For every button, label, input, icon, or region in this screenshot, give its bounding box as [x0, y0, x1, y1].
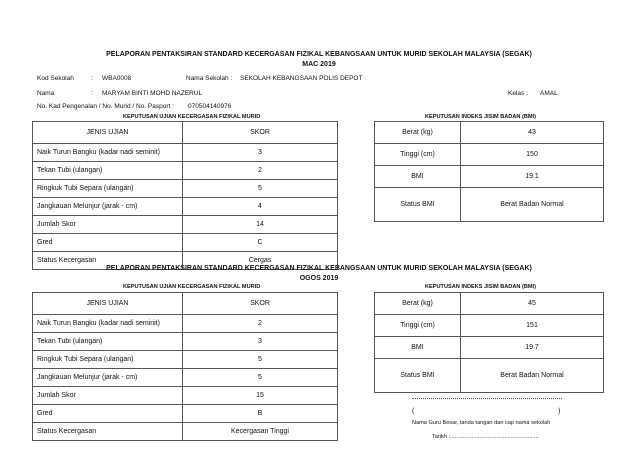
- test-score: 3: [183, 333, 338, 351]
- kelas-value: AMAL: [540, 90, 558, 97]
- test-score: 2: [183, 162, 338, 180]
- bmi-label: Status BMI: [375, 359, 461, 393]
- total-score: 15: [183, 387, 338, 405]
- bmi-value: 19.1: [461, 166, 604, 188]
- test-name: Ringkuk Tubi Separa (ulangan): [33, 180, 183, 198]
- bmi-table-ogos: [374, 292, 604, 393]
- table-row: [375, 293, 604, 315]
- test-name: Ringkuk Tubi Separa (ulangan): [33, 351, 183, 369]
- test-name: Jangkauan Melunjur (jarak - cm): [33, 369, 183, 387]
- bmi-label: Tinggi (cm): [375, 315, 461, 337]
- kad-pengenalan-label: No. Kad Pengenalan / No. Murid / No. Pasport :: [37, 103, 174, 110]
- table-header-row: [33, 293, 338, 315]
- report1-title-line2: MAC 2019: [302, 61, 336, 68]
- kelas-label: Kelas :: [508, 90, 528, 97]
- grade-value: C: [183, 234, 338, 252]
- bmi-label: Berat (kg): [375, 122, 461, 144]
- table-row: [33, 423, 338, 441]
- report1-title-line1: PELAPORAN PENTAKSIRAN STANDARD KECERGASAN FIZIKAL KEBANGSAAN UNTUK MURID SEKOLAH MALAYSIA (SEGAK): [106, 51, 532, 58]
- signature-line: [412, 398, 562, 399]
- table-row: [33, 198, 338, 216]
- test-score: 4: [183, 198, 338, 216]
- table-row: [33, 162, 338, 180]
- nama-sekolah-label: Nama Sekolah :: [186, 75, 233, 82]
- grade-value: B: [183, 405, 338, 423]
- header-jenis-ujian: JENIS UJIAN: [33, 293, 183, 315]
- fitness-results-heading: KEPUTUSAN UJIAN KECERGASAN FIZIKAL MURID: [123, 114, 261, 120]
- table-row: [33, 234, 338, 252]
- report2-title-line2: OGOS 2019: [299, 275, 339, 282]
- test-score: 5: [183, 351, 338, 369]
- nama-value: MARYAM BINTI MOHD NAZERUL: [102, 90, 203, 97]
- table-header-row: [33, 122, 338, 144]
- kod-sekolah-label: Kod Sekolah: [37, 75, 74, 82]
- bmi-label: BMI: [375, 337, 461, 359]
- test-score: 2: [183, 315, 338, 333]
- bmi-label: Status BMI: [375, 188, 461, 222]
- report2-title: [0, 264, 638, 284]
- bmi-value: Berat Badan Normal: [461, 188, 604, 222]
- grade-label: Gred: [33, 405, 183, 423]
- bmi-label: BMI: [375, 166, 461, 188]
- kod-sekolah-value: WBA0008: [102, 75, 132, 82]
- signature-caption: Nama Guru Besar, tanda tangan dan cap nama sekolah: [412, 420, 551, 426]
- header-jenis-ujian: JENIS UJIAN: [33, 122, 183, 144]
- bmi-value: Berat Badan Normal: [461, 359, 604, 393]
- bmi-value: 43: [461, 122, 604, 144]
- test-name: Tekan Tubi (ulangan): [33, 162, 183, 180]
- kod-sekolah-sep: :: [91, 75, 93, 82]
- table-row: [33, 405, 338, 423]
- test-score: 5: [183, 369, 338, 387]
- report1-title: [0, 50, 638, 70]
- header-skor: SKOR: [183, 293, 338, 315]
- fitness-status-value: Cergas: [183, 252, 338, 270]
- table-row: [375, 144, 604, 166]
- test-name: Jangkauan Melunjur (jarak - cm): [33, 198, 183, 216]
- kad-pengenalan-value: 070504140976: [188, 103, 232, 110]
- table-row: [33, 351, 338, 369]
- test-score: 3: [183, 144, 338, 162]
- signature-paren-close: ): [558, 408, 561, 415]
- test-score: 5: [183, 180, 338, 198]
- bmi-value: 151: [461, 315, 604, 337]
- bmi-label: Tinggi (cm): [375, 144, 461, 166]
- table-row: [33, 387, 338, 405]
- nama-sekolah-value: SEKOLAH KEBANGSAAN POLIS DEPOT: [240, 75, 363, 82]
- nama-sep: :: [91, 90, 93, 97]
- total-score: 14: [183, 216, 338, 234]
- test-name: Tekan Tubi (ulangan): [33, 333, 183, 351]
- table-row: [375, 337, 604, 359]
- bmi-value: 150: [461, 144, 604, 166]
- report2-title-line1: PELAPORAN PENTAKSIRAN STANDARD KECERGASAN FIZIKAL KEBANGSAAN UNTUK MURID SEKOLAH MALAYSIA (SEGAK): [106, 265, 532, 272]
- table-row: [33, 180, 338, 198]
- table-row: [33, 333, 338, 351]
- table-row: [33, 216, 338, 234]
- fitness-table-mac: [32, 121, 338, 270]
- fitness-status-label: Status Kecergasan: [33, 252, 183, 270]
- table-row: [375, 122, 604, 144]
- signature-paren-open: (: [412, 408, 415, 415]
- table-row: [33, 144, 338, 162]
- table-row: [375, 359, 604, 393]
- table-row: [33, 315, 338, 333]
- bmi-results-heading: KEPUTUSAN INDEKS JISIM BADAN (BMI): [425, 284, 536, 290]
- table-row: [375, 315, 604, 337]
- table-row: [33, 369, 338, 387]
- bmi-results-heading: KEPUTUSAN INDEKS JISIM BADAN (BMI): [425, 114, 536, 120]
- bmi-table-mac: [374, 121, 604, 222]
- grade-label: Gred: [33, 234, 183, 252]
- total-label: Jumlah Skor: [33, 216, 183, 234]
- test-name: Naik Turun Bangku (kadar nadi seminit): [33, 315, 183, 333]
- fitness-status-value: Kecergasan Tinggi: [183, 423, 338, 441]
- table-row: [375, 188, 604, 222]
- fitness-status-label: Status Kecergasan: [33, 423, 183, 441]
- fitness-results-heading: KEPUTUSAN UJIAN KECERGASAN FIZIKAL MURID: [123, 284, 261, 290]
- bmi-label: Berat (kg): [375, 293, 461, 315]
- bmi-value: 19.7: [461, 337, 604, 359]
- signature-date: Tarikh :.........................................................: [432, 434, 539, 440]
- test-name: Naik Turun Bangku (kadar nadi seminit): [33, 144, 183, 162]
- nama-label: Nama: [37, 90, 55, 97]
- bmi-value: 45: [461, 293, 604, 315]
- table-row: [375, 166, 604, 188]
- fitness-table-ogos: [32, 292, 338, 441]
- header-skor: SKOR: [183, 122, 338, 144]
- total-label: Jumlah Skor: [33, 387, 183, 405]
